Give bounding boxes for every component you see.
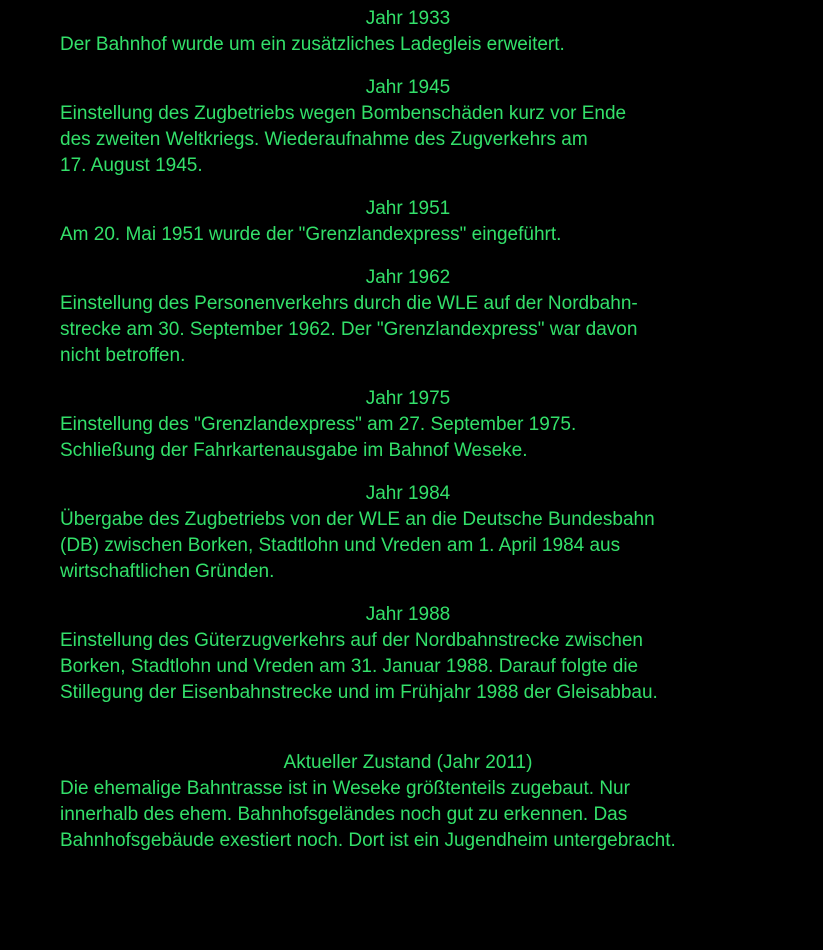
entry-line: Die ehemalige Bahntrasse ist in Weseke größtenteils zugebaut. Nur [60, 778, 630, 799]
entry-1933 [60, 6, 820, 58]
entry-line: 17. August 1945. [60, 155, 203, 176]
entry-line: wirtschaftlichen Gründen. [60, 561, 275, 582]
entry-line: Einstellung des Personenverkehrs durch die WLE auf der Nordbahn- [60, 293, 638, 314]
entry-line: Einstellung des Zugbetriebs wegen Bombenschäden kurz vor Ende [60, 103, 627, 124]
history-document [60, 6, 820, 871]
entry-heading: Aktueller Zustand (Jahr 2011) [283, 752, 533, 773]
entry-1975 [60, 386, 820, 464]
entry-line: Borken, Stadtlohn und Vreden am 31. Januar 1988. Darauf folgte die [60, 656, 639, 677]
entry-1962 [60, 265, 820, 369]
entry-line: Einstellung des "Grenzlandexpress" am 27. September 1975. [60, 414, 577, 435]
entry-1951 [60, 196, 820, 248]
entry-line: Der Bahnhof wurde um ein zusätzliches Ladegleis erweitert. [60, 34, 565, 55]
entry-current-state [60, 750, 820, 854]
entry-line: nicht betroffen. [60, 345, 186, 366]
entry-heading: Jahr 1962 [365, 267, 451, 288]
entry-line: strecke am 30. September 1962. Der "Grenzlandexpress" war davon [60, 319, 638, 340]
entry-line: Einstellung des Güterzugverkehrs auf der Nordbahnstrecke zwischen [60, 630, 643, 651]
entry-heading: Jahr 1988 [365, 604, 451, 625]
entry-1984 [60, 481, 820, 585]
entry-1945 [60, 75, 820, 179]
entry-heading: Jahr 1951 [365, 198, 451, 219]
entry-line: Am 20. Mai 1951 wurde der "Grenzlandexpress" eingeführt. [60, 224, 562, 245]
entry-line: Stillegung der Eisenbahnstrecke und im Frühjahr 1988 der Gleisabbau. [60, 682, 658, 703]
entry-line: Bahnhofsgebäude exestiert noch. Dort ist ein Jugendheim untergebracht. [60, 830, 676, 851]
entry-line: Übergabe des Zugbetriebs von der WLE an die Deutsche Bundesbahn [60, 509, 655, 530]
entry-line: (DB) zwischen Borken, Stadtlohn und Vreden am 1. April 1984 aus [60, 535, 621, 556]
entry-heading: Jahr 1975 [365, 388, 451, 409]
entry-line: innerhalb des ehem. Bahnhofsgeländes noch gut zu erkennen. Das [60, 804, 628, 825]
entry-line: des zweiten Weltkriegs. Wiederaufnahme des Zugverkehrs am [60, 129, 588, 150]
entry-heading: Jahr 1984 [365, 483, 451, 504]
entry-line: Schließung der Fahrkartenausgabe im Bahnof Weseke. [60, 440, 528, 461]
entry-1988 [60, 602, 820, 706]
entry-heading: Jahr 1945 [365, 77, 451, 98]
entry-heading: Jahr 1933 [365, 8, 451, 29]
